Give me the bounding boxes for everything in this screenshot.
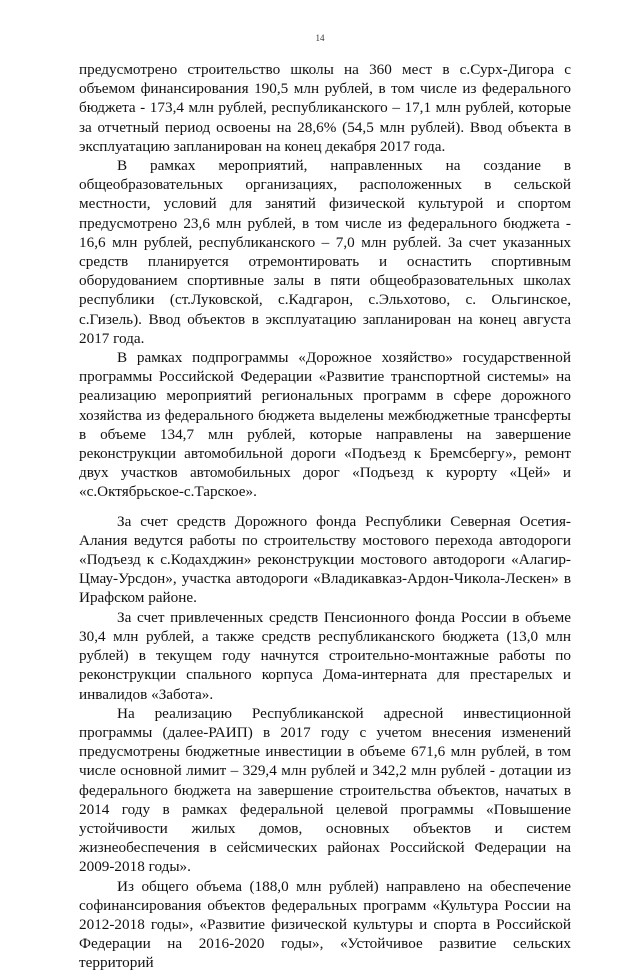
page-number: 14 — [315, 33, 325, 43]
paragraph-cofinancing: Из общего объема (188,0 млн рублей) направлено на обеспечение софинансирования объектов федеральных программ «Культура России на 2012-2018 годы», «Развитие физической культуры и спорта в Российской Федерации на 2016-2020 годы», «Устойчивое развитие сельских территорий — [79, 877, 571, 972]
paragraph-sports-halls: В рамках мероприятий, направленных на создание в общеобразовательных организациях, расположенных в сельской местности, условий для занятий физической культурой и спортом предусмотрено 23,6 млн рублей, в том числе из федерального бюджета - 16,6 млн рублей, республиканского – 7,0 млн рублей. За счет указанных средств планируется отремонтировать и оснастить спортивным оборудованием спортивные залы в пяти общеобразовательных школах республики (ст.Луковской, с.Кадгарон, с.Эльхотово, с. Ольгинское, с.Гизель). Ввод объектов в эксплуатацию запланирован на конец августа 2017 года. — [79, 157, 571, 347]
paragraph-raip: На реализацию Республиканской адресной инвестиционной программы (далее-РАИП) в 2017 году с учетом внесения изменений предусмотрены бюджетные инвестиции в объеме 671,6 млн рублей, в том числе основной лимит – 329,4 млн рублей и 342,2 млн рублей - дотации из федерального бюджета на завершение строительства объектов, начатых в 2014 году в рамках федеральной целевой программы «Повышение устойчивости жилых домов, основных объектов и систем жизнеобеспечения в сейсмических районах Российской Федерации на 2009-2018 годы». — [79, 704, 571, 876]
paragraph-road-program: В рамках подпрограммы «Дорожное хозяйство» государственной программы Российской Федерации «Развитие транспортной системы» на реализацию мероприятий региональных программ в сфере дорожного хозяйства из федерального бюджета выделены межбюджетные трансферты в объеме 134,7 млн рублей, которые направлены на завершение реконструкции автомобильной дороги «Подъезд к Бремсбергу», ремонт двух участков автомобильных дорог «Подъезд к курорту «Цей» и «с.Октябрьское-с.Тарское». — [79, 349, 571, 501]
paragraph-pension-fund: За счет привлеченных средств Пенсионного фонда России в объеме 30,4 млн рублей, а также средств республиканского бюджета (13,0 млн рублей) в текущем году начнутся строительно-монтажные работы по реконструкции спального корпуса Дома-интерната для престарелых и инвалидов «Забота». — [79, 608, 571, 703]
paragraph-school-construction: предусмотрено строительство школы на 360 мест в с.Сурх-Дигора с объемом финансирования 190,5 млн рублей, в том числе из федерального бюджета - 173,4 млн рублей, республиканского – 17,1 млн рублей, которые за отчетный период освоены на 28,6% (54,5 млн рублей). Ввод объекта в эксплуатацию запланирован на конец декабря 2017 года. — [79, 61, 571, 155]
document-body — [79, 60, 571, 973]
paragraph-road-fund: За счет средств Дорожного фонда Республики Северная Осетия-Алания ведутся работы по строительству мостового перехода автодороги «Подъезд к с.Кодахджин» реконструкции мостового автодороги «Алагир-Цмау-Урсдон», участка автодороги «Владикавказ-Ардон-Чикола-Лескен» в Ирафском районе. — [79, 512, 571, 607]
